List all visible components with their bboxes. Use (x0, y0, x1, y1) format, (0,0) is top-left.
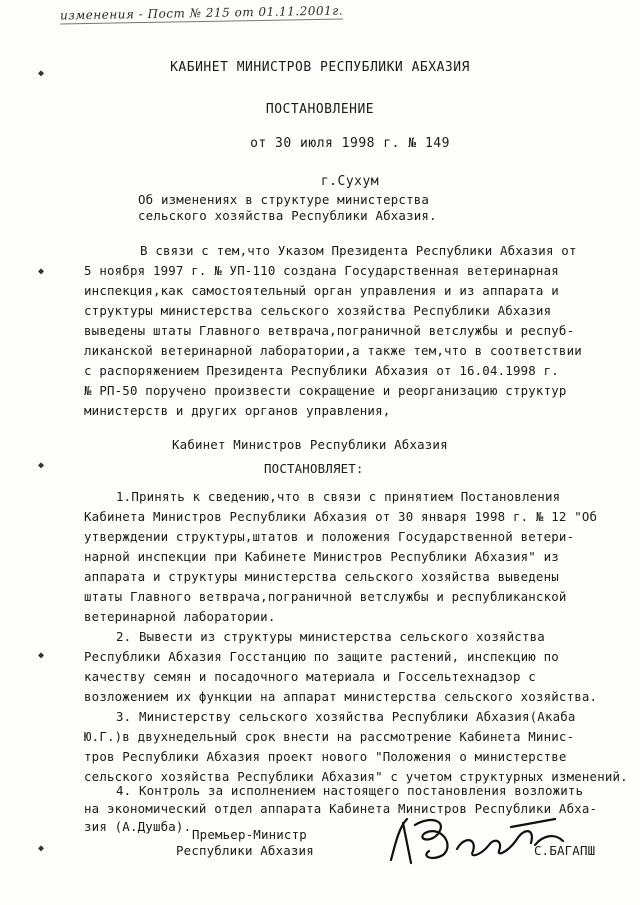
clause-line: аппарата и структуры министерства сельского хозяйства выведены (84, 569, 559, 584)
punch-mark: ◆ (38, 843, 45, 854)
signatory-title: Республики Абхазия (176, 843, 314, 858)
clause-line: 3. Министерству сельского хозяйства Республики Абхазия(Акаба (116, 709, 576, 724)
clause-line: нарной инспекции при Кабинете Министров Республики Абхазия" из (84, 549, 559, 564)
preamble-line: инспекция,как самостоятельный орган управления и из аппарата и (84, 283, 559, 298)
signatory-name: С.БАГАПШ (534, 843, 596, 858)
preamble-line: министерств и других органов управления, (84, 403, 391, 418)
preamble-line: № РП-50 поручено произвести сокращение и реорганизацию структур (84, 383, 567, 398)
preamble-line: В связи с тем,что Указом Президента Республики Абхазия от (140, 243, 577, 258)
clause-line: 2. Вывести из структуры министерства сельского хозяйства (116, 629, 545, 644)
clause-line: ветеринарной лаборатории. (84, 609, 276, 624)
clause-line: Ю.Г.)в двухнедельный срок внести на рассмотрение Кабинета Минис- (84, 729, 575, 744)
punch-mark: ◆ (38, 650, 45, 661)
decree-verb: ПОСТАНОВЛЯЕТ: (264, 461, 364, 476)
preamble-line: 5 ноября 1997 г. № УП-110 создана Государственная ветеринарная (84, 263, 559, 278)
clause-line: на экономический отдел аппарата Кабинета Министров Республики Абха- (84, 801, 598, 816)
clause-line: тров Республики Абхазия проект нового "Положения о министерстве (84, 749, 567, 764)
place: г.Сухум (320, 174, 380, 189)
date-number: от 30 июля 1998 г. № 149 (250, 136, 450, 151)
clause-line: 4. Контроль за исполнением настоящего постановления возложить (116, 783, 584, 798)
document-type: ПОСТАНОВЛЕНИЕ (265, 102, 375, 117)
clause-line: Кабинета Министров Республики Абхазия от 30 января 1998 г. № 12 "Об (84, 509, 598, 524)
clause-line: зия (А.Душба). (84, 819, 192, 834)
punch-mark: ◆ (38, 68, 45, 79)
signatory-title: Премьер-Министр (192, 827, 307, 842)
punch-mark: ◆ (38, 266, 45, 277)
clause-line: сельского хозяйства Республики Абхазия" с учетом структурных изменений. (84, 769, 628, 784)
preamble-line: ликанской ветеринарной лаборатории,а также тем,что в соответствии (84, 343, 582, 358)
clause-line: утверждении структуры,штатов и положения Государственной ветери- (84, 529, 575, 544)
clause-line: возложением их функции на аппарат министерства сельского хозяйства. (84, 689, 598, 704)
punch-mark: ◆ (38, 460, 45, 471)
preamble-line: структуры министерства сельского хозяйства Республики Абхазия (84, 303, 552, 318)
preamble-line: выведены штаты Главного ветврача,пограничной ветслужбы и респуб- (84, 323, 575, 338)
issuer-heading: КАБИНЕТ МИНИСТРОВ РЕСПУБЛИКИ АБХАЗИЯ (170, 60, 470, 75)
subject-line: сельского хозяйства Республики Абхазия. (138, 208, 437, 223)
handwritten-signature (385, 805, 575, 875)
preamble-line: с распоряжением Президента Республики Абхазия от 16.04.1998 г. (84, 363, 559, 378)
clause-line: Республики Абхазия Госстанцию по защите растений, инспекцию по (84, 649, 559, 664)
clause-line: 1.Принять к сведению,что в связи с принятием Постановления (116, 489, 561, 504)
clause-line: качеству семян и посадочного материала и Госсельтехнадзор с (84, 669, 536, 684)
subject-line: Об изменениях в структуре министерства (138, 192, 430, 207)
handwritten-annotation: изменения - Пост № 215 от 01.11.2001г. (59, 3, 344, 23)
decree-issuer: Кабинет Министров Республики Абхазия (172, 437, 448, 452)
clause-line: штаты Главного ветврача,пограничной ветслужбы и республиканской (84, 589, 567, 604)
